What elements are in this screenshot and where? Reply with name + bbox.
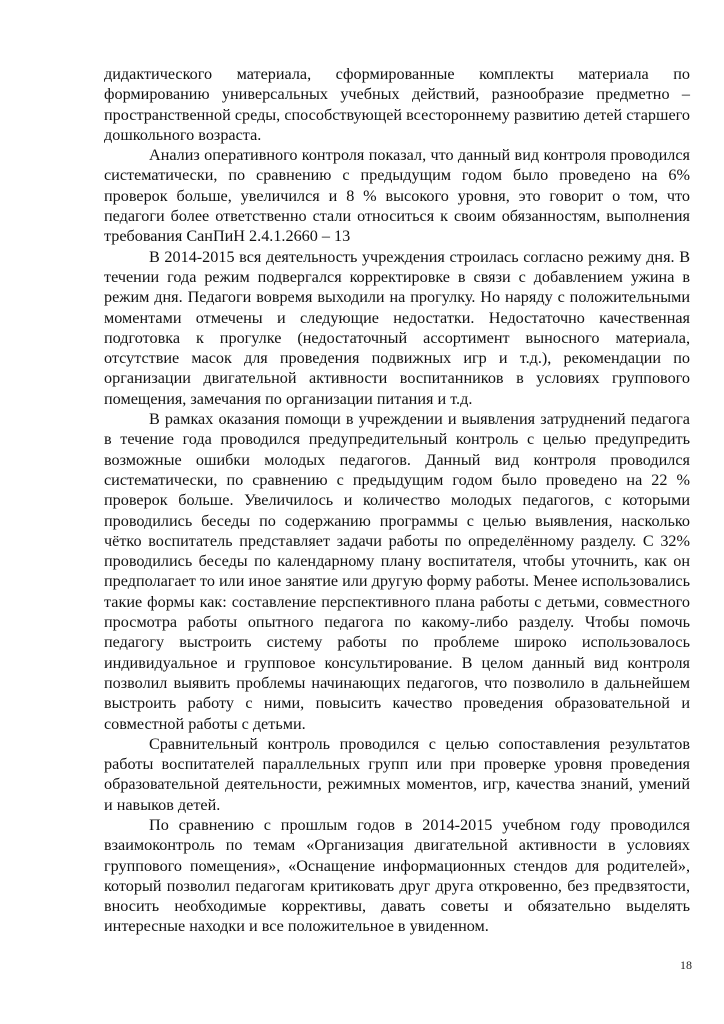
- paragraph-comparative-control: Сравнительный контроль проводился с целью сопоставления результатов работы воспитателей параллельных групп или при проверке уровня проведения образовательной деятельности, режимных моментов, игр, качества знаний, умений и навыков детей.: [104, 734, 690, 814]
- paragraph-preventive-control: В рамках оказания помощи в учреждении и выявления затруднений педагога в течение года проводился предупредительный контроль с целью предупредить возможные ошибки молодых педагогов. Данный вид контроля проводился систематически, по сравнению с предыдущим годом было проведено на 22 % проверок больше. Увеличилось и количество молодых педагогов, с которыми проводились беседы по содержанию программы с целью выявления, насколько чётко воспитатель представляет задачи работы по определённому разделу. С 32% проводились беседы по календарному плану воспитателя, чтобы уточнить, как он предполагает то или иное занятие или другую форму работы. Менее использовались такие формы как: составление перспективного плана работы с детьми, совместного просмотра работы опытного педагога по какому-либо разделу. Чтобы помочь педагогу выстроить систему работы по проблеме широко использовалось индивидуальное и групповое консультирование. В целом данный вид контроля позволил выявить проблемы начинающих педагогов, что позволило в дальнейшем выстроить работу с ними, повысить качество проведения образовательной и совместной работы с детьми.: [104, 410, 690, 733]
- document-body: [104, 64, 690, 937]
- paragraph-mutual-control: По сравнению с прошлым годов в 2014-2015 учебном году проводился взаимоконтроль по темам «Организация двигательной активности в условиях группового помещения», «Оснащение информационных стендов для родителей», который позволил педагогам критиковать друг друга откровенно, без предвзятости, вносить необходимые коррективы, давать советы и обязательно выделять интересные находки и все положительное в увиденном.: [104, 815, 690, 936]
- page-number: 18: [680, 958, 692, 972]
- paragraph-daily-regime: В 2014-2015 вся деятельность учреждения строилась согласно режиму дня. В течении года режим подвергался корректировке в связи с добавлением ужина в режим дня. Педагоги вовремя выходили на прогулку. Но наряду с положительными моментами отмечены и следующие недостатки. Недостаточно качественная подготовка к прогулке (недостаточный ассортимент выносного материала, отсутствие масок для проведения подвижных игр и т.д.), рекомендации по организации двигательной активности воспитанников в условиях группового помещения, замечания по организации питания и т.д.: [104, 247, 690, 408]
- paragraph-operational-control: Анализ оперативного контроля показал, что данный вид контроля проводился систематически, по сравнению с предыдущим годом было проведено на 6% проверок больше, увеличился и 8 % высокого уровня, это говорит о том, что педагоги более ответственно стали относиться к своим обязанностям, выполнения требования СанПиН 2.4.1.2660 – 13: [104, 146, 690, 246]
- paragraph-continuation: дидактического материала, сформированные комплекты материала по формированию универсальных учебных действий, разнообразие предметно – пространственной среды, способствующей всестороннему развитию детей старшего дошкольного возраста.: [104, 65, 690, 144]
